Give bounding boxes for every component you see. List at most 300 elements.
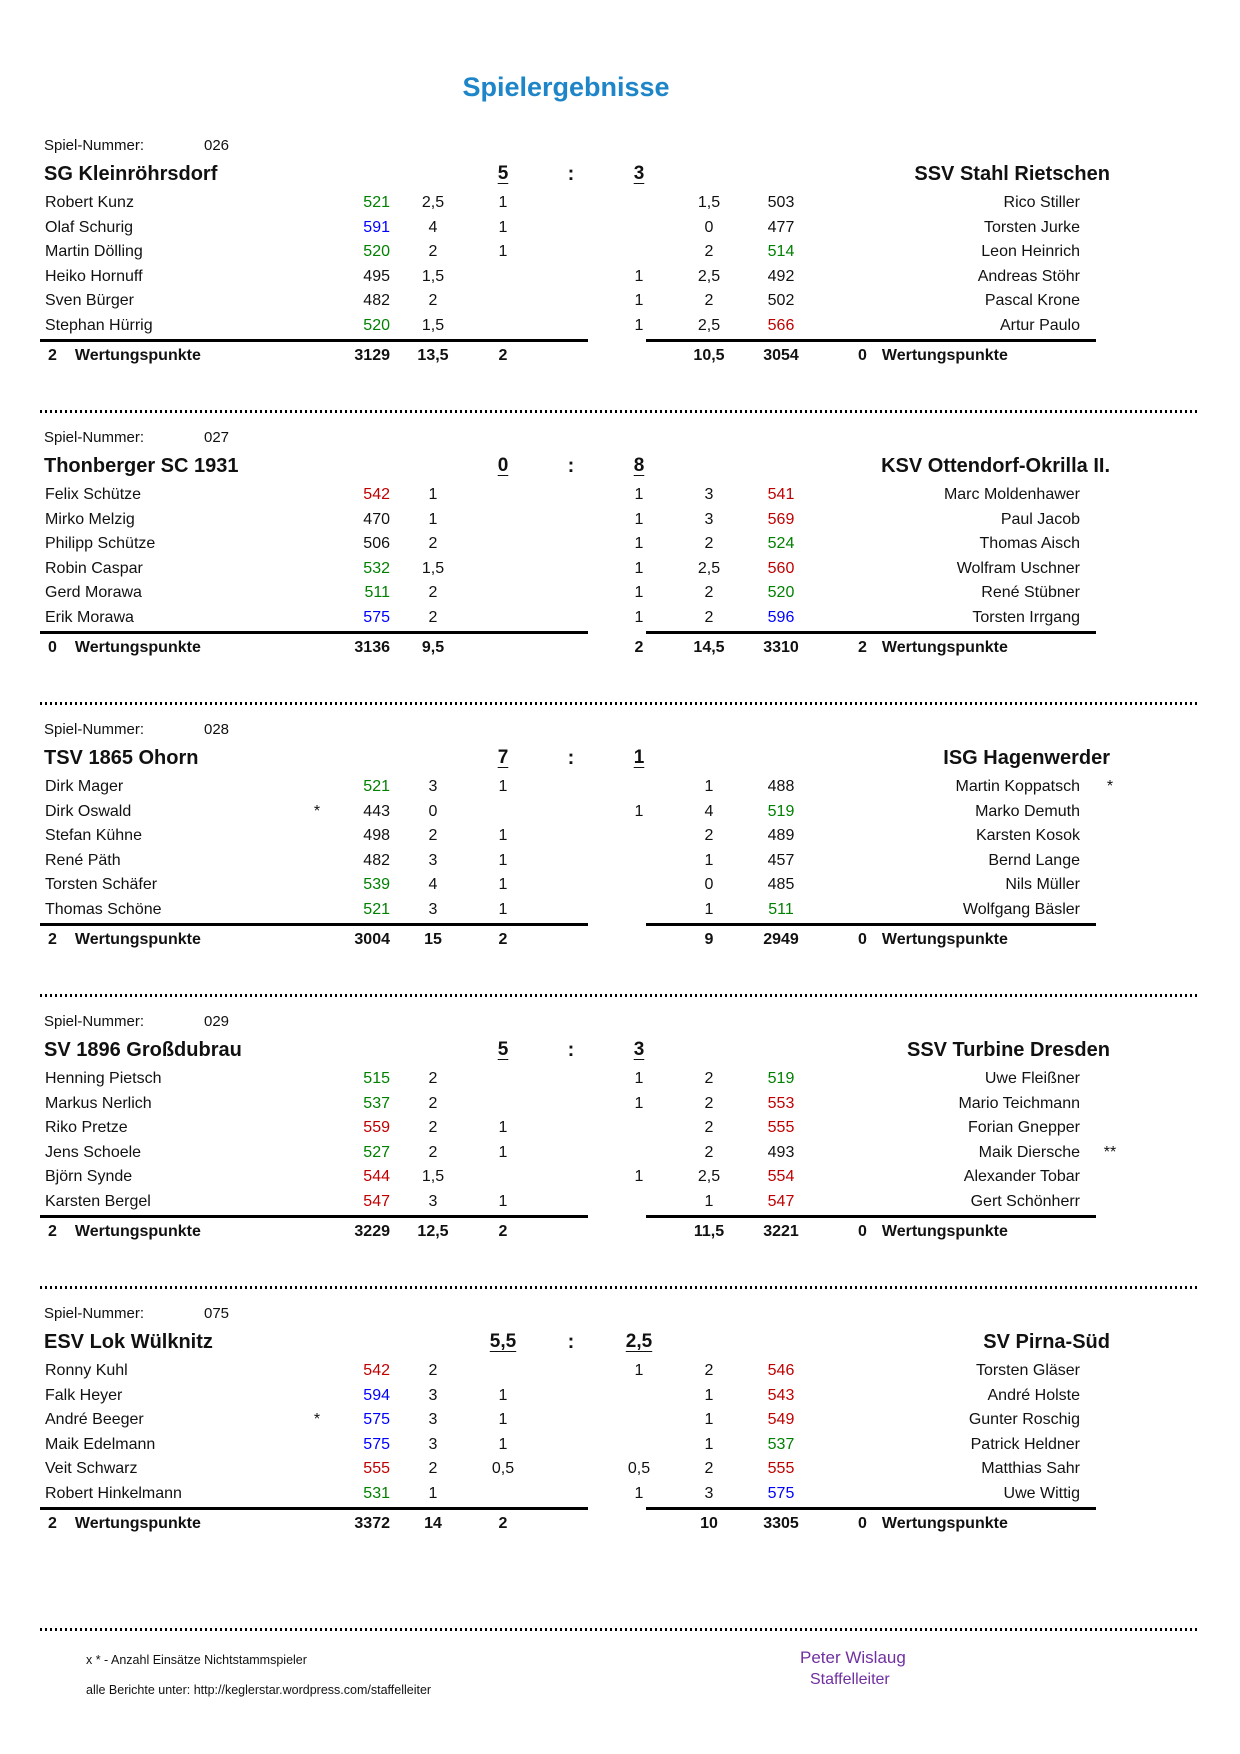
match-block bbox=[40, 135, 1200, 370]
team-score-row bbox=[40, 157, 1110, 191]
away-substitute-marker bbox=[1088, 1190, 1132, 1215]
away-player-matchpoint bbox=[604, 1141, 674, 1166]
score-colon: : bbox=[567, 163, 575, 185]
away-substitute-marker bbox=[1088, 1433, 1132, 1458]
home-substitute-marker bbox=[300, 1190, 334, 1215]
home-player-matchpoint: 1 bbox=[498, 243, 508, 260]
home-substitute-marker: * bbox=[313, 802, 321, 820]
home-substitute-marker bbox=[300, 289, 334, 314]
home-player-matchpoint: 1 bbox=[498, 1435, 508, 1453]
colon-spacer bbox=[538, 824, 604, 849]
footnote-reports-url: alle Berichte unter: http://keglerstar.wordpress.com/staffelleiter bbox=[86, 1683, 432, 1697]
home-total-pins: 3004 bbox=[354, 931, 390, 948]
away-player-setpoints: 1 bbox=[704, 1192, 714, 1210]
away-player-total: 477 bbox=[767, 218, 795, 236]
home-player-setpoints: 2 bbox=[428, 243, 438, 260]
away-substitute-marker bbox=[1088, 1165, 1132, 1190]
player-row bbox=[40, 314, 1092, 339]
home-player-name: Olaf Schurig bbox=[45, 218, 134, 236]
player-row bbox=[40, 1116, 1092, 1141]
away-player-setpoints: 2 bbox=[704, 535, 714, 552]
away-player-setpoints: 2 bbox=[704, 1070, 714, 1087]
away-wertungspunkte-label: Wertungspunkte bbox=[881, 347, 1008, 364]
team-score-row bbox=[40, 1033, 1110, 1067]
home-team-score: 5,5 bbox=[489, 1331, 517, 1352]
home-player-matchpoint: 1 bbox=[498, 1386, 508, 1404]
home-total-pins: 3136 bbox=[354, 639, 390, 656]
home-player-name: Björn Synde bbox=[45, 1168, 133, 1185]
player-rows bbox=[40, 191, 1200, 338]
away-substitute-marker bbox=[1088, 557, 1132, 582]
player-row bbox=[40, 873, 1092, 898]
player-row bbox=[40, 265, 1092, 290]
home-wertungspunkte-label: Wertungspunkte bbox=[74, 931, 201, 948]
footnotes bbox=[40, 1645, 782, 1705]
home-player-total: 470 bbox=[363, 510, 390, 528]
colon-spacer bbox=[538, 1482, 604, 1507]
home-player-setpoints: 1,5 bbox=[421, 316, 445, 334]
away-player-setpoints: 2,5 bbox=[697, 316, 721, 334]
home-player-matchpoint bbox=[468, 581, 538, 606]
away-substitute-marker bbox=[1088, 483, 1132, 508]
spiel-number-label: Spiel-Nummer: bbox=[44, 137, 145, 154]
away-player-matchpoint bbox=[604, 849, 674, 874]
home-player-setpoints: 3 bbox=[428, 1192, 438, 1210]
away-substitute-marker bbox=[1088, 1457, 1132, 1482]
home-player-total: 495 bbox=[363, 267, 390, 285]
home-player-name: Mirko Melzig bbox=[45, 510, 135, 528]
home-player-total: 511 bbox=[364, 584, 390, 601]
away-player-matchpoint: 1 bbox=[634, 1168, 644, 1185]
away-player-setpoints: 2 bbox=[704, 1460, 714, 1477]
colon-spacer bbox=[538, 606, 604, 631]
home-player-total: 531 bbox=[363, 1484, 390, 1502]
spiel-number-value: 028 bbox=[204, 721, 230, 738]
home-substitute-marker bbox=[300, 265, 334, 290]
home-player-name: Stefan Kühne bbox=[45, 827, 142, 844]
home-total-matchpoints: 2 bbox=[498, 1515, 508, 1532]
away-player-matchpoint: 1 bbox=[634, 608, 644, 626]
home-total-matchpoints: 2 bbox=[498, 347, 508, 364]
footer bbox=[40, 1628, 1200, 1705]
spiel-number-label: Spiel-Nummer: bbox=[44, 721, 145, 738]
home-substitute-marker bbox=[300, 314, 334, 339]
away-totals-label-group bbox=[818, 1510, 1132, 1538]
player-row bbox=[40, 1482, 1092, 1507]
home-player-total: 521 bbox=[363, 778, 390, 795]
home-player-matchpoint: 1 bbox=[498, 900, 508, 918]
footnote-substitute: x * - Anzahl Einsätze Nichtstammspieler bbox=[86, 1653, 307, 1667]
home-player-matchpoint: 1 bbox=[498, 194, 508, 211]
colon-spacer bbox=[538, 508, 604, 533]
away-player-total: 546 bbox=[767, 1362, 795, 1379]
away-player-total: 492 bbox=[767, 267, 795, 285]
home-substitute-marker bbox=[300, 1433, 334, 1458]
section-separator bbox=[40, 1286, 1200, 1289]
home-player-matchpoint: 1 bbox=[498, 1143, 508, 1161]
away-player-setpoints: 1 bbox=[704, 778, 714, 795]
home-player-setpoints: 3 bbox=[428, 778, 438, 795]
away-total-pins: 2949 bbox=[763, 931, 799, 948]
home-total-matchpoints: 2 bbox=[498, 1223, 508, 1240]
away-player-name: Uwe Wittig bbox=[1003, 1484, 1080, 1502]
home-player-name: Robin Caspar bbox=[45, 559, 143, 577]
home-player-total: 520 bbox=[363, 243, 390, 260]
away-total-matchpoints bbox=[604, 342, 674, 370]
colon-spacer bbox=[538, 1384, 604, 1409]
home-player-total: 521 bbox=[363, 900, 390, 918]
match-block bbox=[40, 427, 1200, 662]
home-player-matchpoint bbox=[468, 508, 538, 533]
home-player-name: Markus Nerlich bbox=[45, 1094, 152, 1112]
away-total-setpoints: 11,5 bbox=[693, 1223, 725, 1240]
player-row bbox=[40, 508, 1092, 533]
away-total-setpoints: 10 bbox=[700, 1515, 718, 1532]
away-player-matchpoint: 1 bbox=[634, 1070, 644, 1087]
home-player-total: 498 bbox=[363, 827, 390, 844]
home-player-name: Martin Dölling bbox=[45, 243, 143, 260]
away-player-total: 489 bbox=[767, 827, 795, 844]
away-substitute-marker bbox=[1088, 898, 1132, 923]
away-total-pins: 3054 bbox=[763, 347, 799, 364]
score-colon: : bbox=[567, 747, 575, 769]
home-player-name: Veit Schwarz bbox=[45, 1460, 138, 1477]
home-player-matchpoint bbox=[468, 289, 538, 314]
home-player-total: 527 bbox=[363, 1143, 390, 1161]
home-player-setpoints: 2 bbox=[428, 1362, 438, 1379]
home-player-setpoints: 2 bbox=[428, 827, 438, 844]
away-player-matchpoint: 1 bbox=[634, 267, 644, 285]
away-player-name: Martin Koppatsch bbox=[955, 778, 1080, 795]
player-row bbox=[40, 1165, 1092, 1190]
home-player-setpoints: 3 bbox=[428, 851, 438, 869]
away-substitute-marker: ** bbox=[1103, 1143, 1117, 1161]
home-player-total: 520 bbox=[363, 316, 390, 334]
home-substitute-marker bbox=[300, 1067, 334, 1092]
player-row bbox=[40, 775, 1114, 800]
home-player-name: Felix Schütze bbox=[45, 486, 142, 503]
away-total-matchpoints bbox=[604, 926, 674, 954]
home-player-name: Philipp Schütze bbox=[45, 535, 156, 552]
away-total-setpoints: 10,5 bbox=[693, 347, 725, 364]
away-substitute-marker: * bbox=[1106, 778, 1114, 795]
home-wertungspunkte-label: Wertungspunkte bbox=[74, 347, 201, 364]
colon-spacer bbox=[538, 1067, 604, 1092]
away-player-name: Thomas Aisch bbox=[979, 535, 1080, 552]
away-player-name: Gert Schönherr bbox=[970, 1192, 1080, 1210]
away-team-score: 3 bbox=[633, 163, 645, 184]
away-player-name: Torsten Jurke bbox=[983, 218, 1080, 236]
away-player-matchpoint: 1 bbox=[634, 1094, 644, 1112]
away-total-setpoints: 9 bbox=[704, 931, 714, 948]
away-player-matchpoint bbox=[604, 824, 674, 849]
away-player-matchpoint: 1 bbox=[634, 292, 644, 309]
away-wertungspunkte-label: Wertungspunkte bbox=[881, 639, 1008, 656]
away-substitute-marker bbox=[1088, 800, 1132, 825]
home-player-matchpoint bbox=[468, 314, 538, 339]
home-total-pins: 3229 bbox=[354, 1223, 390, 1240]
away-substitute-marker bbox=[1088, 1482, 1132, 1507]
home-player-matchpoint bbox=[468, 483, 538, 508]
away-total-matchpoints: 2 bbox=[634, 639, 644, 656]
spiel-number-value: 075 bbox=[204, 1305, 230, 1322]
away-player-name: Paul Jacob bbox=[1000, 510, 1080, 528]
away-player-name: Alexander Tobar bbox=[963, 1168, 1080, 1185]
home-player-total: 537 bbox=[363, 1094, 390, 1112]
home-wertungspunkte-label: Wertungspunkte bbox=[74, 639, 201, 656]
home-player-setpoints: 3 bbox=[428, 1435, 438, 1453]
away-wertungspunkte-value: 0 bbox=[858, 1515, 867, 1532]
home-player-setpoints: 3 bbox=[428, 1386, 438, 1404]
away-substitute-marker bbox=[1088, 508, 1132, 533]
away-player-total: 493 bbox=[767, 1143, 795, 1161]
away-player-total: 575 bbox=[767, 1484, 795, 1502]
home-player-setpoints: 4 bbox=[428, 218, 438, 236]
home-player-name: Stephan Hürrig bbox=[45, 316, 153, 334]
away-team-name: KSV Ottendorf-Okrilla II. bbox=[881, 455, 1110, 477]
home-substitute-marker bbox=[300, 240, 334, 265]
away-player-setpoints: 2 bbox=[704, 584, 714, 601]
away-player-total: 537 bbox=[767, 1435, 795, 1453]
away-substitute-marker bbox=[1088, 606, 1132, 631]
home-player-setpoints: 2 bbox=[428, 1119, 438, 1136]
spiel-number-row bbox=[40, 1303, 1200, 1325]
home-total-setpoints: 12,5 bbox=[417, 1223, 449, 1240]
home-player-matchpoint: 1 bbox=[498, 1119, 508, 1136]
away-totals-label-group bbox=[818, 1218, 1132, 1246]
player-rows bbox=[40, 775, 1200, 922]
home-player-matchpoint bbox=[468, 1482, 538, 1507]
away-substitute-marker bbox=[1088, 240, 1132, 265]
home-player-name: Karsten Bergel bbox=[45, 1192, 151, 1210]
away-player-name: Andreas Stöhr bbox=[977, 267, 1080, 285]
home-player-matchpoint bbox=[468, 1359, 538, 1384]
away-player-total: 502 bbox=[767, 292, 795, 309]
home-player-setpoints: 1 bbox=[428, 510, 438, 528]
colon-spacer bbox=[538, 1408, 604, 1433]
spiel-number-label: Spiel-Nummer: bbox=[44, 1305, 145, 1322]
home-player-matchpoint bbox=[468, 532, 538, 557]
home-wertungspunkte-label: Wertungspunkte bbox=[74, 1515, 201, 1532]
away-player-name: Wolfram Uschner bbox=[956, 559, 1080, 577]
away-player-setpoints: 2 bbox=[704, 1362, 714, 1379]
away-wertungspunkte-label: Wertungspunkte bbox=[881, 1515, 1008, 1532]
away-substitute-marker bbox=[1088, 289, 1132, 314]
spiel-number-value: 029 bbox=[204, 1013, 230, 1030]
away-player-setpoints: 2 bbox=[704, 827, 714, 844]
colon-spacer bbox=[538, 1457, 604, 1482]
away-player-matchpoint bbox=[604, 873, 674, 898]
away-player-name: Rico Stiller bbox=[1003, 194, 1080, 211]
away-player-total: 520 bbox=[767, 584, 795, 601]
away-player-total: 560 bbox=[767, 559, 795, 577]
away-player-matchpoint bbox=[604, 1384, 674, 1409]
home-player-setpoints: 2 bbox=[428, 1460, 438, 1477]
away-team-name: SSV Stahl Rietschen bbox=[914, 163, 1110, 185]
home-player-total: 482 bbox=[363, 851, 390, 869]
away-player-total: 596 bbox=[767, 608, 795, 626]
home-substitute-marker bbox=[300, 1092, 334, 1117]
away-total-pins: 3310 bbox=[763, 639, 799, 656]
home-substitute-marker bbox=[300, 1457, 334, 1482]
away-player-matchpoint: 1 bbox=[634, 1362, 644, 1379]
away-player-matchpoint: 1 bbox=[634, 535, 644, 552]
page-title: Spielergebnisse bbox=[462, 72, 670, 102]
home-player-matchpoint bbox=[468, 1067, 538, 1092]
team-score-row bbox=[40, 1325, 1110, 1359]
signature-block bbox=[782, 1645, 1200, 1705]
player-row bbox=[40, 1457, 1092, 1482]
signature-role: Staffelleiter bbox=[810, 1671, 890, 1688]
away-substitute-marker bbox=[1088, 1408, 1132, 1433]
player-row bbox=[40, 824, 1092, 849]
home-player-name: Falk Heyer bbox=[45, 1386, 123, 1404]
away-substitute-marker bbox=[1088, 849, 1132, 874]
home-total-pins: 3129 bbox=[354, 347, 390, 364]
home-totals-label-group bbox=[40, 1218, 334, 1246]
home-player-total: 594 bbox=[363, 1386, 390, 1404]
away-wertungspunkte-value: 2 bbox=[858, 639, 867, 656]
away-player-matchpoint bbox=[604, 1433, 674, 1458]
home-substitute-marker bbox=[300, 873, 334, 898]
home-wertungspunkte-value: 2 bbox=[48, 347, 57, 364]
home-player-matchpoint: 1 bbox=[498, 218, 508, 236]
home-total-setpoints: 9,5 bbox=[421, 639, 445, 656]
home-player-total: 443 bbox=[363, 802, 390, 820]
colon-spacer bbox=[538, 775, 604, 800]
away-player-name: Bernd Lange bbox=[988, 851, 1080, 869]
home-player-name: Thomas Schöne bbox=[45, 900, 162, 918]
away-player-name: Leon Heinrich bbox=[981, 243, 1080, 260]
away-substitute-marker bbox=[1088, 1067, 1132, 1092]
player-row bbox=[40, 557, 1092, 582]
away-substitute-marker bbox=[1088, 1359, 1132, 1384]
player-row bbox=[40, 800, 1092, 825]
home-player-total: 575 bbox=[363, 608, 390, 626]
away-player-setpoints: 1 bbox=[704, 851, 714, 869]
away-player-setpoints: 3 bbox=[704, 510, 714, 528]
away-team-score: 8 bbox=[633, 455, 645, 476]
away-wertungspunkte-label: Wertungspunkte bbox=[881, 1223, 1008, 1240]
home-player-setpoints: 2 bbox=[428, 292, 438, 309]
colon-spacer bbox=[538, 483, 604, 508]
away-player-matchpoint bbox=[604, 898, 674, 923]
home-substitute-marker bbox=[300, 1165, 334, 1190]
away-player-name: René Stübner bbox=[981, 584, 1080, 601]
footer-separator bbox=[40, 1628, 1200, 1631]
home-totals-label-group bbox=[40, 634, 334, 662]
away-player-total: 555 bbox=[767, 1119, 795, 1136]
away-team-score: 1 bbox=[633, 747, 645, 768]
colon-spacer bbox=[538, 1190, 604, 1215]
home-player-name: Dirk Mager bbox=[45, 778, 124, 795]
away-substitute-marker bbox=[1088, 1092, 1132, 1117]
player-row bbox=[40, 289, 1092, 314]
away-player-total: 503 bbox=[767, 194, 795, 211]
colon-spacer bbox=[538, 1141, 604, 1166]
away-wertungspunkte-value: 0 bbox=[858, 1223, 867, 1240]
player-row bbox=[40, 606, 1092, 631]
player-rows bbox=[40, 1359, 1200, 1506]
home-team-score: 0 bbox=[497, 455, 509, 476]
player-row bbox=[40, 1359, 1092, 1384]
away-total-pins: 3305 bbox=[763, 1515, 799, 1532]
away-player-setpoints: 2 bbox=[704, 1143, 714, 1161]
home-totals-label-group bbox=[40, 342, 334, 370]
away-substitute-marker bbox=[1088, 191, 1132, 216]
home-wertungspunkte-value: 2 bbox=[48, 1515, 57, 1532]
away-player-setpoints: 3 bbox=[704, 486, 714, 503]
colon-spacer bbox=[538, 265, 604, 290]
home-player-matchpoint bbox=[468, 800, 538, 825]
home-player-matchpoint: 1 bbox=[498, 851, 508, 869]
home-team-name: Thonberger SC 1931 bbox=[44, 455, 239, 477]
home-player-matchpoint: 1 bbox=[498, 1411, 508, 1428]
home-player-name: Gerd Morawa bbox=[45, 584, 142, 601]
spiel-number-value: 026 bbox=[204, 137, 230, 154]
away-player-total: 519 bbox=[767, 1070, 795, 1087]
colon-spacer bbox=[538, 216, 604, 241]
home-player-setpoints: 2 bbox=[428, 1094, 438, 1112]
spiel-number-row bbox=[40, 719, 1200, 741]
colon-spacer bbox=[538, 240, 604, 265]
home-player-setpoints: 2 bbox=[428, 535, 438, 552]
away-substitute-marker bbox=[1088, 265, 1132, 290]
player-row bbox=[40, 216, 1092, 241]
away-substitute-marker bbox=[1088, 532, 1132, 557]
player-row bbox=[40, 1384, 1092, 1409]
home-player-name: Robert Hinkelmann bbox=[45, 1484, 182, 1502]
home-player-total: 575 bbox=[363, 1435, 390, 1453]
away-player-setpoints: 2 bbox=[704, 1094, 714, 1112]
away-player-total: 541 bbox=[767, 486, 795, 503]
away-player-total: 553 bbox=[767, 1094, 795, 1112]
player-row bbox=[40, 1141, 1117, 1166]
away-player-name: Torsten Gläser bbox=[975, 1362, 1080, 1379]
away-substitute-marker bbox=[1088, 824, 1132, 849]
home-player-setpoints: 1 bbox=[428, 486, 438, 503]
away-team-name: ISG Hagenwerder bbox=[943, 747, 1110, 769]
home-totals-label-group bbox=[40, 1510, 334, 1538]
home-substitute-marker bbox=[300, 1141, 334, 1166]
away-player-setpoints: 1 bbox=[704, 1386, 714, 1404]
home-player-name: René Päth bbox=[45, 851, 121, 869]
home-player-name: Heiko Hornuff bbox=[45, 267, 143, 285]
match-block bbox=[40, 1011, 1200, 1246]
away-player-setpoints: 1,5 bbox=[697, 194, 721, 211]
colon-spacer bbox=[538, 289, 604, 314]
team-score-row bbox=[40, 741, 1110, 775]
totals-row bbox=[40, 342, 1092, 370]
away-substitute-marker bbox=[1088, 314, 1132, 339]
away-wertungspunkte-value: 0 bbox=[858, 347, 867, 364]
score-colon: : bbox=[567, 1039, 575, 1061]
home-wertungspunkte-value: 0 bbox=[48, 639, 57, 656]
away-player-matchpoint: 1 bbox=[634, 1484, 644, 1502]
away-player-setpoints: 2,5 bbox=[697, 559, 721, 577]
player-rows bbox=[40, 483, 1200, 630]
home-substitute-marker bbox=[300, 1359, 334, 1384]
away-player-matchpoint: 1 bbox=[634, 316, 644, 334]
away-player-matchpoint: 1 bbox=[634, 559, 644, 577]
home-wertungspunkte-value: 2 bbox=[48, 931, 57, 948]
colon-spacer bbox=[538, 532, 604, 557]
away-player-matchpoint bbox=[604, 1116, 674, 1141]
colon-spacer bbox=[538, 557, 604, 582]
home-wertungspunkte-value: 2 bbox=[48, 1223, 57, 1240]
away-player-total: 488 bbox=[767, 778, 795, 795]
home-player-matchpoint bbox=[468, 557, 538, 582]
